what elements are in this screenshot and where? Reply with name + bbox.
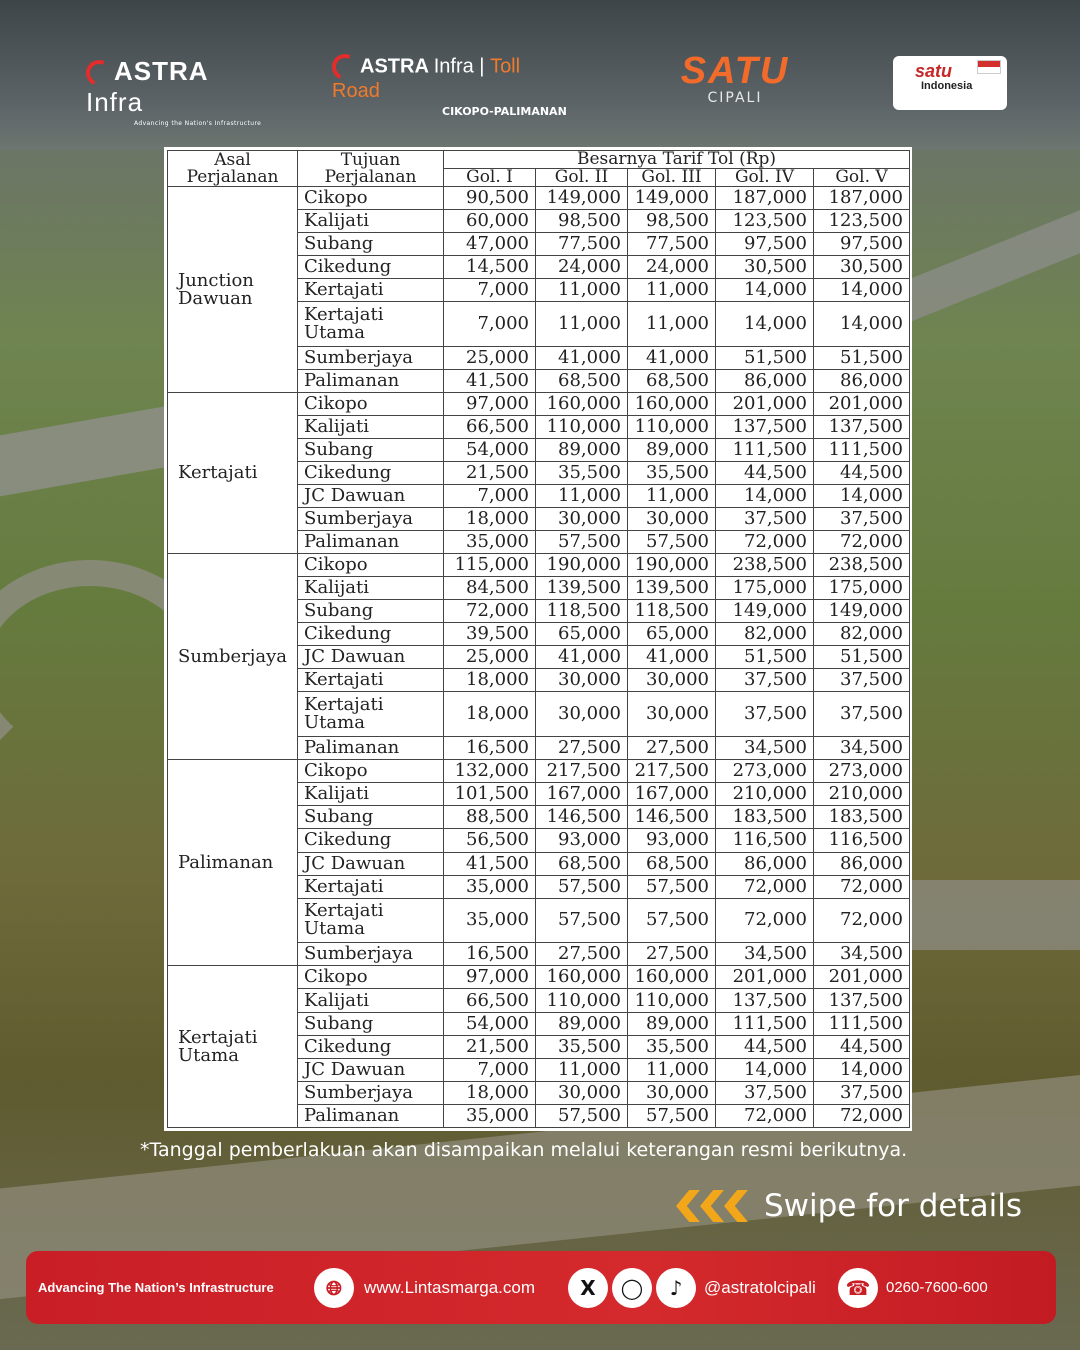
destination-cell: Palimanan: [298, 1104, 444, 1127]
tariff-cell: 116,500: [716, 829, 814, 852]
tariff-cell: 14,500: [444, 256, 536, 279]
tariff-cell: 183,500: [716, 806, 814, 829]
tariff-cell: 97,500: [716, 233, 814, 256]
tariff-cell: 30,000: [628, 508, 716, 531]
astra-infra-logo: ASTRA Infra Advancing the Nation's Infrastructure: [86, 56, 266, 127]
tariff-cell: 41,500: [444, 370, 536, 393]
tariff-cell: 34,500: [814, 943, 910, 966]
tariff-cell: 137,500: [716, 989, 814, 1012]
tariff-cell: 115,000: [444, 554, 536, 577]
table-row: [168, 554, 910, 577]
tariff-cell: 167,000: [536, 783, 628, 806]
tariff-cell: 66,500: [444, 989, 536, 1012]
destination-cell: Cikopo: [298, 187, 444, 210]
tariff-cell: 146,500: [628, 806, 716, 829]
destination-cell: Palimanan: [298, 531, 444, 554]
tariff-cell: 97,000: [444, 393, 536, 416]
tariff-cell: 160,000: [628, 393, 716, 416]
tariff-cell: 11,000: [628, 279, 716, 302]
destination-cell: Cikopo: [298, 554, 444, 577]
tariff-cell: 35,000: [444, 898, 536, 943]
tariff-cell: 89,000: [536, 439, 628, 462]
tariff-cell: 30,500: [814, 256, 910, 279]
origin-cell: Palimanan: [168, 760, 298, 966]
tariff-cell: 201,000: [814, 393, 910, 416]
tariff-cell: 34,500: [716, 737, 814, 760]
tariff-table: [167, 150, 910, 1128]
header-class: Gol. IV: [716, 169, 814, 187]
tiktok-icon[interactable]: ♪: [656, 1268, 696, 1308]
tariff-cell: 149,000: [628, 187, 716, 210]
tariff-cell: 137,500: [716, 416, 814, 439]
tariff-cell: 56,500: [444, 829, 536, 852]
tariff-cell: 24,000: [628, 256, 716, 279]
tariff-cell: 57,500: [628, 898, 716, 943]
origin-cell: Junction Dawuan: [168, 187, 298, 393]
header-class: Gol. V: [814, 169, 910, 187]
destination-cell: Kertajati Utama: [298, 692, 444, 737]
destination-cell: Kertajati: [298, 669, 444, 692]
tariff-cell: 111,500: [716, 1012, 814, 1035]
tariff-cell: 187,000: [814, 187, 910, 210]
destination-cell: Cikopo: [298, 966, 444, 989]
tariff-cell: 7,000: [444, 302, 536, 347]
tariff-cell: 30,000: [628, 669, 716, 692]
tariff-cell: 139,500: [628, 577, 716, 600]
table-row: [168, 187, 910, 210]
tariff-cell: 44,500: [716, 1035, 814, 1058]
astra-swoosh-icon: [82, 56, 115, 89]
tariff-cell: 14,000: [716, 279, 814, 302]
destination-cell: JC Dawuan: [298, 1058, 444, 1081]
phone-number[interactable]: 0260-7600-600: [886, 1279, 988, 1296]
tariff-cell: 18,000: [444, 1081, 536, 1104]
tariff-cell: 82,000: [814, 623, 910, 646]
tariff-cell: 98,500: [536, 210, 628, 233]
tariff-cell: 149,000: [814, 600, 910, 623]
tariff-cell: 35,500: [628, 462, 716, 485]
tariff-cell: 123,500: [814, 210, 910, 233]
destination-cell: Kalijati: [298, 989, 444, 1012]
tariff-cell: 210,000: [716, 783, 814, 806]
tariff-cell: 149,000: [536, 187, 628, 210]
header-destination: Tujuan Perjalanan: [298, 151, 444, 187]
tariff-cell: 160,000: [536, 393, 628, 416]
destination-cell: Kertajati: [298, 279, 444, 302]
tariff-cell: 18,000: [444, 669, 536, 692]
tariff-cell: 25,000: [444, 646, 536, 669]
tariff-cell: 27,500: [536, 943, 628, 966]
tariff-cell: 93,000: [536, 829, 628, 852]
tariff-cell: 110,000: [628, 989, 716, 1012]
tariff-cell: 51,500: [814, 646, 910, 669]
tariff-cell: 137,500: [814, 416, 910, 439]
tariff-cell: 39,500: [444, 623, 536, 646]
tariff-cell: 27,500: [628, 943, 716, 966]
destination-cell: Sumberjaya: [298, 508, 444, 531]
tariff-cell: 51,500: [716, 646, 814, 669]
tariff-cell: 175,000: [716, 577, 814, 600]
tariff-cell: 41,000: [536, 646, 628, 669]
destination-cell: JC Dawuan: [298, 485, 444, 508]
tariff-cell: 54,000: [444, 439, 536, 462]
tariff-cell: 84,500: [444, 577, 536, 600]
tariff-cell: 30,000: [536, 692, 628, 737]
tariff-cell: 14,000: [814, 279, 910, 302]
tariff-cell: 65,000: [536, 623, 628, 646]
tariff-cell: 37,500: [716, 508, 814, 531]
logo-bar: [0, 48, 1080, 127]
tariff-cell: 34,500: [716, 943, 814, 966]
tariff-cell: 7,000: [444, 485, 536, 508]
tariff-cell: 60,000: [444, 210, 536, 233]
tariff-cell: 110,000: [536, 416, 628, 439]
tariff-cell: 44,500: [814, 462, 910, 485]
tariff-cell: 14,000: [716, 302, 814, 347]
tariff-cell: 97,000: [444, 966, 536, 989]
tariff-cell: 30,000: [628, 692, 716, 737]
instagram-icon[interactable]: ◯: [612, 1268, 652, 1308]
tariff-cell: 54,000: [444, 1012, 536, 1035]
tariff-cell: 72,000: [814, 1104, 910, 1127]
tariff-cell: 47,000: [444, 233, 536, 256]
tariff-cell: 190,000: [536, 554, 628, 577]
tariff-cell: 160,000: [536, 966, 628, 989]
tariff-cell: 11,000: [536, 485, 628, 508]
destination-cell: Subang: [298, 439, 444, 462]
tariff-cell: 98,500: [628, 210, 716, 233]
tariff-cell: 139,500: [536, 577, 628, 600]
destination-cell: Kalijati: [298, 783, 444, 806]
tariff-cell: 110,000: [628, 416, 716, 439]
tariff-cell: 35,500: [536, 1035, 628, 1058]
tariff-cell: 11,000: [628, 302, 716, 347]
tariff-cell: 57,500: [628, 1104, 716, 1127]
destination-cell: Sumberjaya: [298, 347, 444, 370]
tariff-cell: 14,000: [814, 302, 910, 347]
tariff-cell: 65,000: [628, 623, 716, 646]
destination-cell: Cikopo: [298, 393, 444, 416]
tariff-cell: 57,500: [628, 875, 716, 898]
tariff-cell: 68,500: [628, 852, 716, 875]
tariff-cell: 201,000: [814, 966, 910, 989]
origin-cell: Kertajati Utama: [168, 966, 298, 1128]
tariff-cell: 34,500: [814, 737, 910, 760]
tariff-cell: 167,000: [628, 783, 716, 806]
tariff-cell: 21,500: [444, 462, 536, 485]
tariff-cell: 111,500: [814, 439, 910, 462]
tariff-cell: 86,000: [814, 370, 910, 393]
destination-cell: Cikedung: [298, 256, 444, 279]
table-row: [168, 966, 910, 989]
table-row: [168, 393, 910, 416]
tariff-cell: 41,000: [628, 646, 716, 669]
tariff-cell: 24,000: [536, 256, 628, 279]
tariff-cell: 25,000: [444, 347, 536, 370]
tariff-cell: 160,000: [628, 966, 716, 989]
social-icons: [568, 1268, 696, 1308]
tariff-cell: 57,500: [536, 875, 628, 898]
tariff-cell: 89,000: [536, 1012, 628, 1035]
tariff-cell: 57,500: [536, 1104, 628, 1127]
tariff-cell: 238,500: [814, 554, 910, 577]
tariff-cell: 14,000: [716, 485, 814, 508]
tariff-cell: 37,500: [814, 1081, 910, 1104]
tariff-cell: 44,500: [716, 462, 814, 485]
tariff-cell: 72,000: [716, 875, 814, 898]
tariff-cell: 37,500: [814, 692, 910, 737]
tariff-cell: 72,000: [814, 898, 910, 943]
tariff-cell: 89,000: [628, 439, 716, 462]
tariff-cell: 116,500: [814, 829, 910, 852]
tariff-cell: 93,000: [628, 829, 716, 852]
tariff-cell: 11,000: [628, 485, 716, 508]
tariff-cell: 7,000: [444, 279, 536, 302]
destination-cell: Cikedung: [298, 829, 444, 852]
destination-cell: Subang: [298, 600, 444, 623]
tariff-cell: 88,500: [444, 806, 536, 829]
tariff-cell: 27,500: [536, 737, 628, 760]
header-class: Gol. II: [536, 169, 628, 187]
tariff-cell: 118,500: [628, 600, 716, 623]
tariff-cell: 86,000: [814, 852, 910, 875]
tariff-cell: 68,500: [536, 370, 628, 393]
origin-cell: Kertajati: [168, 393, 298, 554]
tariff-cell: 72,000: [716, 531, 814, 554]
tariff-cell: 149,000: [716, 600, 814, 623]
header-class: Gol. I: [444, 169, 536, 187]
tariff-cell: 175,000: [814, 577, 910, 600]
tariff-cell: 72,000: [716, 1104, 814, 1127]
website-link[interactable]: www.Lintasmarga.com: [364, 1277, 536, 1297]
tariff-cell: 72,000: [716, 898, 814, 943]
tariff-cell: 238,500: [716, 554, 814, 577]
tariff-cell: 118,500: [536, 600, 628, 623]
header-origin: Asal Perjalanan: [168, 151, 298, 187]
destination-cell: Subang: [298, 233, 444, 256]
tariff-cell: 35,500: [628, 1035, 716, 1058]
astra-toll-road-logo: ASTRA Infra | Toll Road CIKOPO-PALIMANAN: [332, 54, 572, 118]
tariff-cell: 183,500: [814, 806, 910, 829]
tariff-cell: 97,500: [814, 233, 910, 256]
header-class: Gol. III: [628, 169, 716, 187]
tariff-cell: 72,000: [444, 600, 536, 623]
tariff-cell: 110,000: [536, 989, 628, 1012]
tariff-cell: 11,000: [536, 279, 628, 302]
tariff-cell: 18,000: [444, 692, 536, 737]
swipe-hint[interactable]: [676, 1186, 1022, 1226]
tariff-cell: 86,000: [716, 852, 814, 875]
destination-cell: Kalijati: [298, 210, 444, 233]
destination-cell: Subang: [298, 1012, 444, 1035]
tariff-cell: 77,500: [628, 233, 716, 256]
destination-cell: Kalijati: [298, 577, 444, 600]
tariff-cell: 123,500: [716, 210, 814, 233]
tariff-cell: 37,500: [814, 508, 910, 531]
tariff-cell: 146,500: [536, 806, 628, 829]
tariff-cell: 35,000: [444, 1104, 536, 1127]
tariff-cell: 14,000: [814, 1058, 910, 1081]
destination-cell: Sumberjaya: [298, 943, 444, 966]
tariff-cell: 11,000: [536, 1058, 628, 1081]
tariff-cell: 37,500: [716, 669, 814, 692]
destination-cell: Cikedung: [298, 1035, 444, 1058]
flag-icon: [977, 60, 1001, 74]
tariff-cell: 68,500: [536, 852, 628, 875]
destination-cell: Sumberjaya: [298, 1081, 444, 1104]
tariff-cell: 72,000: [814, 875, 910, 898]
tariff-cell: 21,500: [444, 1035, 536, 1058]
tariff-cell: 51,500: [716, 347, 814, 370]
tariff-cell: 273,000: [716, 760, 814, 783]
tariff-cell: 16,500: [444, 943, 536, 966]
tariff-cell: 90,500: [444, 187, 536, 210]
tariff-cell: 30,000: [536, 1081, 628, 1104]
tariff-cell: 201,000: [716, 966, 814, 989]
tariff-cell: 273,000: [814, 760, 910, 783]
tariff-cell: 30,500: [716, 256, 814, 279]
tariff-cell: 57,500: [536, 898, 628, 943]
tariff-cell: 37,500: [716, 692, 814, 737]
tariff-cell: 11,000: [536, 302, 628, 347]
tariff-cell: 51,500: [814, 347, 910, 370]
phone-icon[interactable]: ☎: [838, 1268, 878, 1308]
chevrons-left-icon: [676, 1188, 752, 1224]
tariff-cell: 14,000: [716, 1058, 814, 1081]
astra-swoosh-icon: [328, 50, 361, 83]
tariff-cell: 217,500: [628, 760, 716, 783]
tariff-cell: 187,000: [716, 187, 814, 210]
globe-icon[interactable]: 🌐︎: [314, 1268, 354, 1308]
destination-cell: Cikedung: [298, 462, 444, 485]
tariff-cell: 132,000: [444, 760, 536, 783]
tariff-cell: 137,500: [814, 989, 910, 1012]
tariff-cell: 111,500: [814, 1012, 910, 1035]
tariff-table-card: [164, 147, 912, 1131]
swipe-label: Swipe for details: [764, 1188, 1023, 1224]
tariff-cell: 72,000: [814, 531, 910, 554]
tariff-cell: 77,500: [536, 233, 628, 256]
tariff-cell: 30,000: [628, 1081, 716, 1104]
tariff-cell: 30,000: [536, 669, 628, 692]
tariff-cell: 16,500: [444, 737, 536, 760]
tariff-cell: 210,000: [814, 783, 910, 806]
tariff-cell: 89,000: [628, 1012, 716, 1035]
tariff-cell: 41,000: [536, 347, 628, 370]
tariff-cell: 27,500: [628, 737, 716, 760]
tariff-cell: 7,000: [444, 1058, 536, 1081]
tariff-cell: 18,000: [444, 508, 536, 531]
tariff-cell: 82,000: [716, 623, 814, 646]
header-tariff: Besarnya Tarif Tol (Rp): [444, 151, 910, 169]
tariff-cell: 86,000: [716, 370, 814, 393]
tariff-cell: 35,500: [536, 462, 628, 485]
tariff-cell: 41,500: [444, 852, 536, 875]
tariff-cell: 57,500: [536, 531, 628, 554]
tariff-cell: 201,000: [716, 393, 814, 416]
origin-cell: Sumberjaya: [168, 554, 298, 760]
tariff-cell: 35,000: [444, 531, 536, 554]
destination-cell: Cikedung: [298, 623, 444, 646]
footer-bar: [26, 1251, 1056, 1324]
destination-cell: Palimanan: [298, 370, 444, 393]
footnote: *Tanggal pemberlakuan akan disampaikan melalui keterangan resmi berikutnya.: [140, 1139, 908, 1161]
tariff-cell: 11,000: [628, 1058, 716, 1081]
destination-cell: Kertajati: [298, 875, 444, 898]
table-row: [168, 760, 910, 783]
destination-cell: Palimanan: [298, 737, 444, 760]
destination-cell: Cikopo: [298, 760, 444, 783]
satu-indonesia-logo: satu Indonesia: [893, 56, 1007, 110]
social-handle[interactable]: @astratolcipali: [704, 1277, 816, 1297]
destination-cell: JC Dawuan: [298, 646, 444, 669]
satu-cipali-logo: SATU CIPALI: [680, 50, 790, 106]
destination-cell: Kertajati Utama: [298, 898, 444, 943]
tariff-cell: 30,000: [536, 508, 628, 531]
destination-cell: Kertajati Utama: [298, 302, 444, 347]
destination-cell: Kalijati: [298, 416, 444, 439]
tariff-cell: 37,500: [716, 1081, 814, 1104]
tariff-cell: 44,500: [814, 1035, 910, 1058]
tariff-cell: 14,000: [814, 485, 910, 508]
destination-cell: Subang: [298, 806, 444, 829]
tariff-cell: 66,500: [444, 416, 536, 439]
tariff-cell: 35,000: [444, 875, 536, 898]
tariff-cell: 190,000: [628, 554, 716, 577]
destination-cell: JC Dawuan: [298, 852, 444, 875]
footer-tagline: Advancing The Nation’s Infrastructure: [38, 1280, 274, 1295]
tariff-cell: 111,500: [716, 439, 814, 462]
tariff-cell: 68,500: [628, 370, 716, 393]
x-icon[interactable]: X: [568, 1268, 608, 1308]
tariff-cell: 101,500: [444, 783, 536, 806]
tariff-cell: 57,500: [628, 531, 716, 554]
tariff-cell: 37,500: [814, 669, 910, 692]
tariff-cell: 217,500: [536, 760, 628, 783]
tariff-cell: 41,000: [628, 347, 716, 370]
